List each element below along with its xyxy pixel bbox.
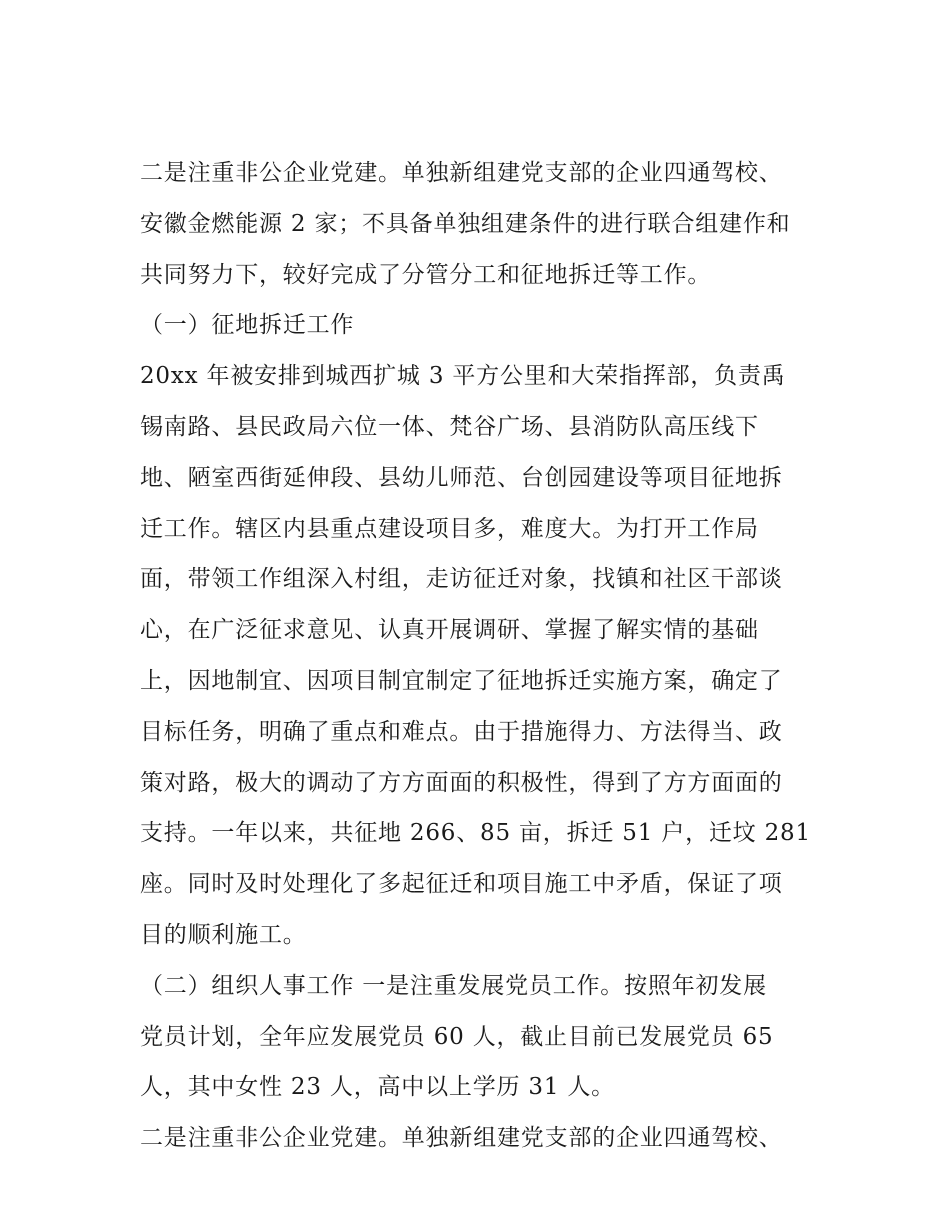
text-line-10: 心，在广泛征求意见、认真开展调研、掌握了解实情的基础 <box>140 617 759 644</box>
text-line-20: 二是注重非公企业党建。单独新组建党支部的企业四通驾校、 <box>140 1125 783 1152</box>
text-line-11: 上，因地制宜、因项目制宜制定了征地拆迁实施方案，确定了 <box>140 667 783 694</box>
text-line-18: 党员计划，全年应发展党员 60 人，截止目前已发展党员 65 <box>140 1023 774 1050</box>
text-line-12: 目标任务，明确了重点和难点。由于措施得力、方法得当、政 <box>140 718 783 745</box>
section-heading-2: （二）组织人事工作 一是注重发展党员工作。按照年初发展 <box>140 972 767 999</box>
section-heading-1: （一）征地拆迁工作 <box>140 312 355 339</box>
text-line-5: 20xx 年被安排到城西扩城 3 平方公里和大荣指挥部，负责禹 <box>140 363 786 390</box>
text-line-7: 地、陋室西街延伸段、县幼儿师范、台创园建设等项目征地拆 <box>140 464 783 491</box>
text-line-14: 支持。一年以来，共征地 266、85 亩，拆迁 51 户，迁坟 281 <box>140 820 811 847</box>
document-body <box>140 148 820 1164</box>
text-line-9: 面，带领工作组深入村组，走访征迁对象，找镇和社区干部谈 <box>140 566 783 593</box>
text-line-16: 目的顺利施工。 <box>140 921 307 948</box>
text-line-19: 人，其中女性 23 人，高中以上学历 31 人。 <box>140 1074 615 1101</box>
text-line-6: 锡南路、县民政局六位一体、梵谷广场、县消防队高压线下 <box>140 413 759 440</box>
text-line-2: 安徽金燃能源 2 家；不具备单独组建条件的进行联合组建作和 <box>140 210 791 237</box>
text-line-3: 共同努力下，较好完成了分管分工和征地拆迁等工作。 <box>140 261 712 288</box>
text-line-1: 二是注重非公企业党建。单独新组建党支部的企业四通驾校、 <box>140 160 783 186</box>
text-line-13: 策对路，极大的调动了方方面面的积极性，得到了方方面面的 <box>140 769 783 796</box>
text-line-15: 座。同时及时处理化了多起征迁和项目施工中矛盾，保证了项 <box>140 871 783 898</box>
text-line-8: 迁工作。辖区内县重点建设项目多，难度大。为打开工作局 <box>140 515 759 542</box>
